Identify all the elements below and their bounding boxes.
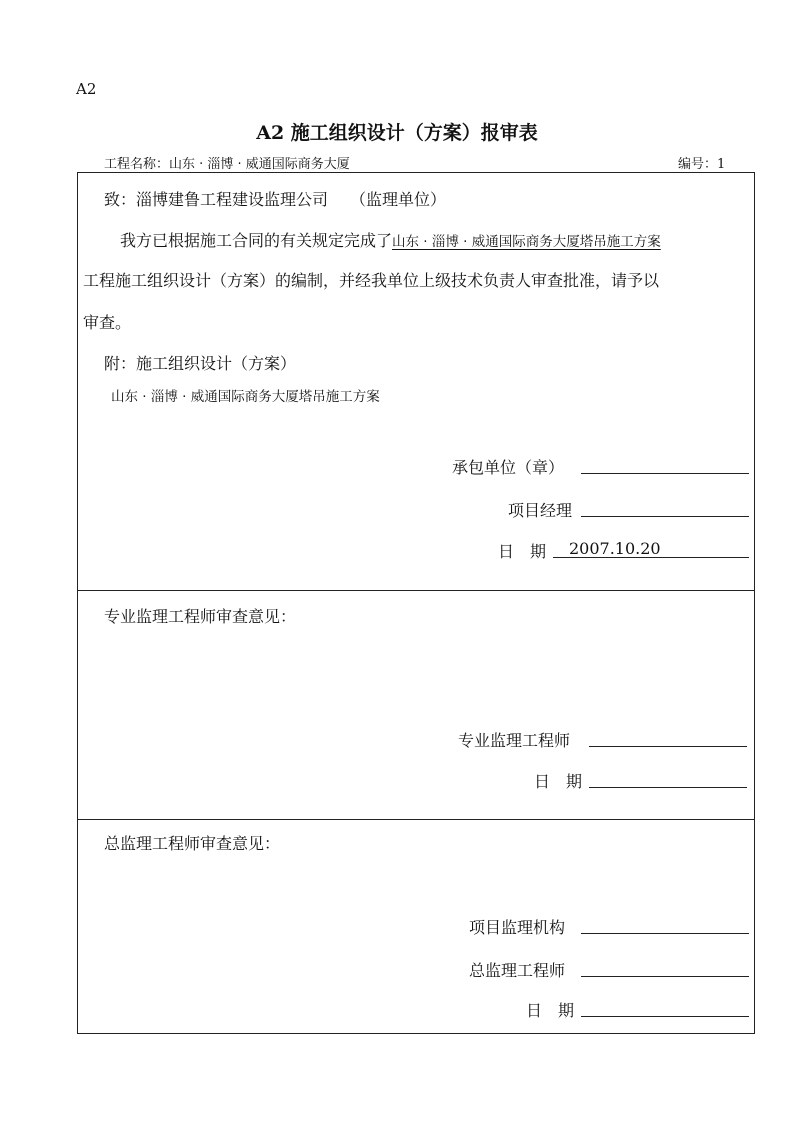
- body-line-1: [120, 228, 661, 251]
- attachment-name: 山东 · 淄博 · 威通国际商务大厦塔吊施工方案: [111, 389, 380, 405]
- specialist-engineer-signature-line: [589, 746, 747, 747]
- form-code: A2: [76, 80, 97, 98]
- submit-date-value: 2007.10.20: [569, 539, 661, 558]
- specialist-opinion-label: 专业监理工程师审查意见：: [104, 607, 297, 626]
- chief-opinion-label: 总监理工程师审查意见：: [104, 834, 281, 853]
- attachment-label: 附：施工组织设计（方案）: [104, 354, 297, 373]
- addressee-line: [104, 187, 446, 210]
- supervisor-company: 淄博建鲁工程建设监理公司: [136, 190, 329, 209]
- body-line-3: 审查。: [83, 313, 132, 332]
- form-title: A2 施工组织设计（方案）报审表: [256, 122, 538, 144]
- project-manager-signature-line: [581, 516, 749, 517]
- submit-date-label: 日 期: [498, 542, 547, 561]
- specialist-date-line: [589, 787, 747, 788]
- number-value: 1: [717, 157, 726, 172]
- body-line-2: 工程施工组织设计（方案）的编制，并经我单位上级技术负责人审查批准，请予以: [83, 271, 660, 290]
- project-label: 工程名称：: [104, 157, 170, 172]
- section-divider-2: [78, 819, 754, 820]
- plan-name: 山东 · 淄博 · 威通国际商务大厦塔吊施工方案: [392, 234, 661, 250]
- body-intro: 我方已根据施工合同的有关规定完成了: [120, 231, 393, 250]
- document-number: [678, 153, 725, 172]
- specialist-date-label: 日 期: [534, 772, 583, 791]
- section-divider-1: [78, 590, 754, 591]
- supervision-org-label: 项目监理机构: [469, 918, 566, 937]
- project-name: 山东 · 淄博 · 威通国际商务大厦: [169, 157, 350, 172]
- chief-date-label: 日 期: [526, 1001, 575, 1020]
- project-name-line: [104, 153, 350, 172]
- supervision-org-signature-line: [581, 933, 749, 934]
- to-label: 致：: [104, 190, 137, 209]
- approval-form-table: [77, 172, 755, 1034]
- contractor-signature-line: [581, 473, 749, 474]
- project-manager-label: 项目经理: [508, 501, 573, 520]
- chief-date-line: [581, 1016, 749, 1017]
- chief-engineer-signature-line: [581, 976, 749, 977]
- contractor-label: 承包单位（章）: [452, 458, 565, 477]
- chief-engineer-label: 总监理工程师: [469, 961, 566, 980]
- number-label: 编号：: [678, 157, 718, 172]
- supervisor-unit-hint: （监理单位）: [350, 190, 447, 209]
- specialist-engineer-label: 专业监理工程师: [458, 731, 571, 750]
